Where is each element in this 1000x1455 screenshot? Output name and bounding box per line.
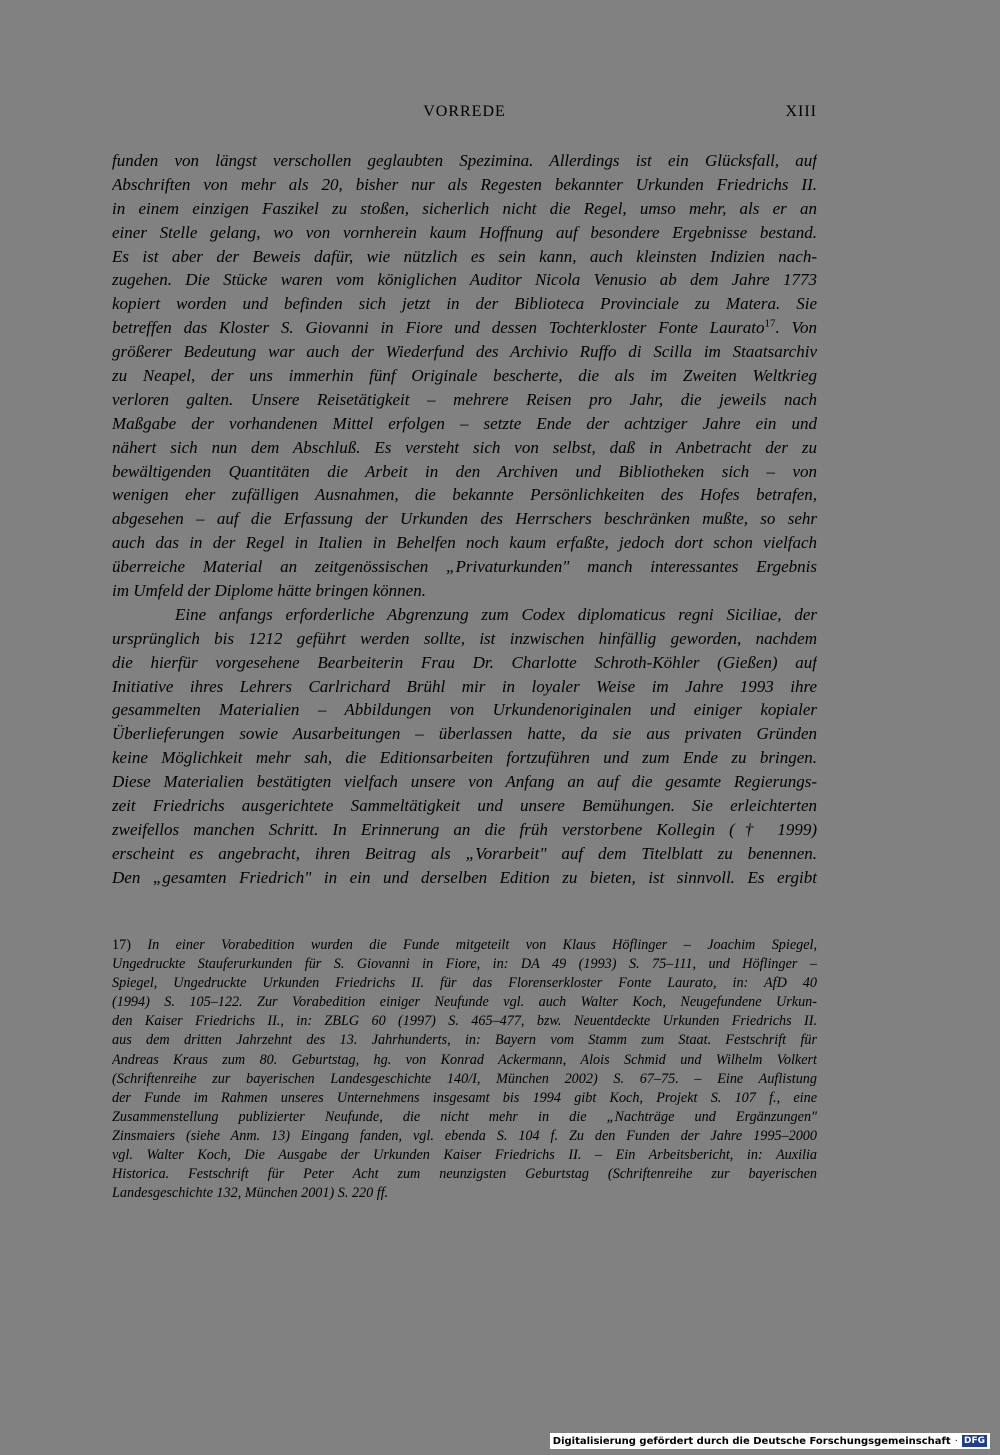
dfg-logo-icon: DFG: [963, 1436, 985, 1446]
text-line: einer Stelle gelang, wo von vornherein kaum Hoffnung auf besondere Ergebnisse bestand.: [112, 222, 817, 242]
footnote-line: Andreas Kraus zum 80. Geburtstag, hg. von Konrad Ackermann, Alois Schmid und Wilhelm Volkert: [112, 1051, 817, 1068]
text-line: keine Möglichkeit mehr sah, die Editionsarbeiten fortzuführen und zum Ende zu bringen.: [112, 748, 817, 768]
text-line: nähert sich nun dem Abschluß. Es versteht sich von selbst, daß in Anbetracht der zu: [112, 437, 817, 457]
footnote-line: der Funde im Rahmen unseres Unternehmens insgesamt bis 1994 gibt Koch, Projekt S. 107 f., eine: [112, 1089, 817, 1106]
footnote-line: (1994) S. 105–122. Zur Vorabedition einiger Neufunde vgl. auch Walter Koch, Neugefundene Urkun-: [112, 994, 817, 1011]
text-line: zugehen. Die Stücke waren vom königlichen Auditor Nicola Venusio ab dem Jahre 1773: [112, 270, 817, 290]
footnote-number: 17): [112, 937, 131, 953]
text-line-with-note: [112, 316, 817, 340]
running-title: VORREDE: [423, 103, 506, 120]
paragraph-1-continued: [112, 340, 817, 603]
text-line: gesammelten Materialien – Abbildungen von Urkundenoriginalen und einiger kopialer: [112, 700, 817, 720]
text-line: ursprünglich bis 1212 geführt werden sollte, ist inzwischen hinfällig geworden, nachdem: [112, 628, 817, 648]
footnote-line: Zinsmaiers (siehe Anm. 13) Eingang fanden, vgl. ebenda S. 104 f. Zu den Funden der Jahre 1995–2000: [112, 1127, 817, 1144]
footnote-line: vgl. Walter Koch, Die Ausgabe der Urkunden Kaiser Friedrichs II. – Ein Arbeitsbericht, in: Auxilia: [112, 1147, 817, 1164]
text-line: Initiative ihres Lehrers Carlrichard Brühl mir in loyaler Weise im Jahre 1993 ihre: [112, 676, 817, 696]
footnote-line: den Kaiser Friedrichs II., in: ZBLG 60 (1997) S. 465–477, bzw. Neuentdeckte Urkunden Friedrichs II.: [112, 1013, 817, 1030]
main-text: [112, 149, 817, 890]
footnote-reference[interactable]: 17: [764, 317, 776, 330]
text-line: Es ist aber der Beweis dafür, wie nützlich es sein kann, auch kleinsten Indizien nach-: [112, 246, 817, 266]
text-line: in einem einzigen Faszikel zu stoßen, sicherlich nicht die Regel, umso mehr, als er an: [112, 198, 817, 218]
text-line: auch das in der Regel in Italien in Behelfen noch kaum erfaßte, jedoch dort schon vielfach: [112, 533, 817, 553]
text-line: überreiche Material an zeitgenössischen „Privaturkunden" manch interessantes Ergebnis: [112, 557, 817, 577]
text-line: Überlieferungen sowie Ausarbeitungen – überlassen hatte, da sie aus privaten Gründen: [112, 724, 817, 744]
page-number: XIII: [785, 103, 817, 120]
footnote-line: Spiegel, Ungedruckte Urkunden Friedrichs II. für das Florenserkloster Fonte Laurato, in: AfD 40: [112, 975, 817, 992]
text-line: abgesehen – auf die Erfassung der Urkunden des Herrschers beschränken mußte, so sehr: [112, 509, 817, 529]
footnote-line: Zusammenstellung publizierter Neufunde, die nicht mehr in die „Nachträge und Ergänzungen": [112, 1108, 817, 1125]
paragraph-1: [112, 149, 817, 316]
text-line: Abschriften von mehr als 20, bisher nur als Regesten bekannter Urkunden Friedrichs II.: [112, 174, 817, 194]
text-line: zu Neapel, der uns immerhin fünf Originale bescherte, die als im Zweiten Weltkrieg: [112, 366, 817, 386]
text-line: zeit Friedrichs ausgerichtete Sammeltätigkeit und unsere Bemühungen. Sie erleichterten: [112, 796, 817, 816]
text-segment: betreffen das Kloster S. Giovanni in Fiore und dessen Tochterkloster Fonte Laurato: [112, 318, 765, 338]
paragraph-2: [112, 603, 817, 890]
separator-dot-icon: ·: [954, 1435, 958, 1447]
text-line: Maßgabe der vorhandenen Mittel erfolgen – setzte Ende der achtziger Jahre ein und: [112, 413, 817, 433]
footnote-line: Ungedruckte Stauferurkunden für S. Giovanni in Fiore, in: DA 49 (1993) S. 75–111, und Höflinger –: [112, 956, 817, 973]
footnote-line: [112, 936, 817, 955]
dfg-funding-text: Digitalisierung gefördert durch die Deutsche Forschungsgemeinschaft: [552, 1435, 951, 1447]
dfg-funding-banner: [550, 1433, 990, 1449]
text-line: Diese Materialien bestätigten vielfach unsere von Anfang an auf die gesamte Regierungs-: [112, 772, 817, 792]
footnote-line: (Schriftenreihe zur bayerischen Landesgeschichte 140/I, München 2002) S. 67–75. – Eine Auflistung: [112, 1070, 817, 1087]
text-line: die hierfür vorgesehene Bearbeiterin Frau Dr. Charlotte Schroth-Köhler (Gießen) auf: [112, 652, 817, 672]
text-segment: . Von: [775, 318, 817, 338]
footnote-text: In einer Vorabedition wurden die Funde mitgeteilt von Klaus Höflinger – Joachim Spiegel,: [147, 937, 817, 953]
text-line: kopiert worden und befinden sich jetzt in der Biblioteca Provinciale zu Matera. Sie: [112, 294, 817, 314]
footnote-line: aus dem dritten Jahrzehnt des 13. Jahrhunderts, in: Bayern vom Stamm zum Staat. Festschrift für: [112, 1032, 817, 1049]
text-line: Den „gesamten Friedrich" in ein und derselben Edition zu bieten, ist sinnvoll. Es ergibt: [112, 867, 817, 887]
footnote-line: Historica. Festschrift für Peter Acht zum neunzigsten Geburtstag (Schriftenreihe zur bayerischen: [112, 1166, 817, 1183]
running-header: [112, 103, 817, 125]
text-line: zweifellos manchen Schritt. In Erinnerung an die früh verstorbene Kollegin († 1999): [112, 819, 817, 839]
text-line: wenigen eher zufälligen Ausnahmen, die bekannte Persönlichkeiten des Hofes betrafen,: [112, 485, 817, 505]
text-line: im Umfeld der Diplome hätte bringen können.: [112, 581, 426, 601]
text-line: Eine anfangs erforderliche Abgrenzung zum Codex diplomaticus regni Siciliae, der: [175, 604, 817, 624]
text-line: bewältigenden Quantitäten die Arbeit in den Archiven und Bibliotheken sich – von: [112, 461, 817, 481]
text-line: erscheint es angebracht, ihren Beitrag als „Vorarbeit" auf dem Titelblatt zu benennen.: [112, 843, 817, 863]
footnote-line: Landesgeschichte 132, München 2001) S. 220 ff.: [112, 1185, 389, 1202]
text-line: verloren galten. Unsere Reisetätigkeit – mehrere Reisen pro Jahr, die jeweils nach: [112, 389, 817, 409]
footnote-17: [112, 936, 817, 1203]
footnote-body: [112, 955, 817, 1203]
text-line: funden von längst verschollen geglaubten Spezimina. Allerdings ist ein Glücksfall, auf: [112, 151, 817, 170]
text-line: größerer Bedeutung war auch der Wiederfund des Archivio Ruffo di Scilla im Staatsarchiv: [112, 342, 817, 362]
